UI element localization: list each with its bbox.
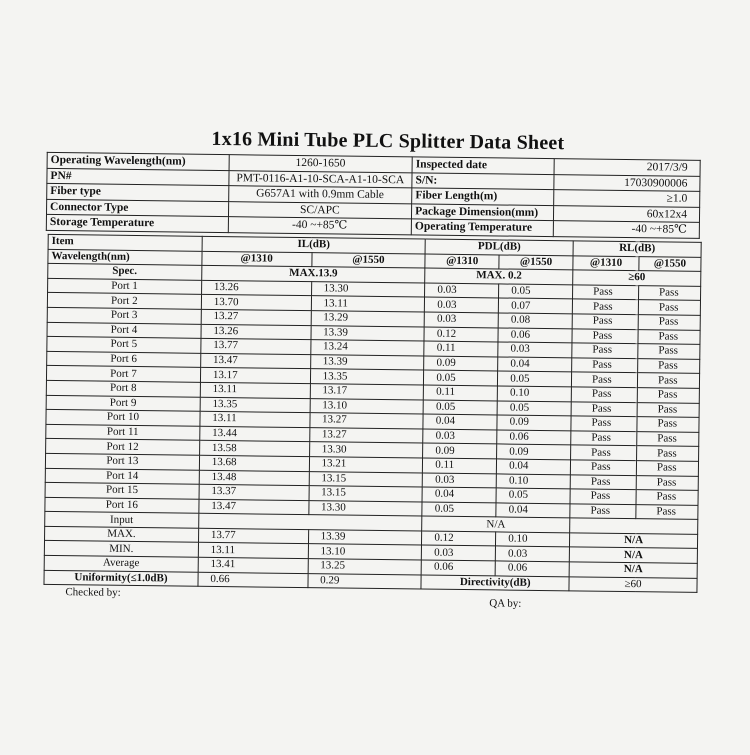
average-row-il-1550: 13.25 xyxy=(308,559,422,575)
port-name: Port 2 xyxy=(47,293,201,309)
rl-1310-value: Pass xyxy=(571,401,637,416)
operating-temperature-label: Operating Temperature xyxy=(411,219,553,236)
rl-1310-value: Pass xyxy=(571,445,637,460)
directivity-value: ≥60 xyxy=(569,576,697,592)
max-row-rl: N/A xyxy=(570,533,698,549)
inspected-date-value: 2017/3/9 xyxy=(554,159,701,176)
port-name: Port 4 xyxy=(47,322,201,338)
il-1550-header: @1550 xyxy=(311,252,425,268)
pdl-1550-value: 0.05 xyxy=(499,284,573,299)
min-row-pdl-1550: 0.03 xyxy=(496,546,570,561)
rl-1550-value: Pass xyxy=(638,285,700,300)
spec-label: Spec. xyxy=(48,264,202,280)
pdl-1550-value: 0.05 xyxy=(498,371,572,386)
operating-wavelength-value: 1260-1650 xyxy=(229,155,413,173)
pdl-header: PDL(dB) xyxy=(425,239,573,255)
pdl-1310-value: 0.03 xyxy=(423,429,497,444)
il-1550-value: 13.21 xyxy=(309,457,423,473)
il-1310-value: 13.68 xyxy=(199,455,309,471)
pdl-1550-value: 0.04 xyxy=(498,357,572,372)
pdl-1550-value: 0.06 xyxy=(497,430,571,445)
rl-1550-value: Pass xyxy=(637,402,699,417)
il-1310-value: 13.58 xyxy=(199,441,309,457)
test-results-table xyxy=(43,234,701,593)
port-name: Port 1 xyxy=(48,278,202,294)
il-1310-value: 13.48 xyxy=(199,470,309,486)
rl-spec: ≥60 xyxy=(573,270,701,286)
il-1310-header: @1310 xyxy=(202,251,312,267)
rl-header: RL(dB) xyxy=(573,241,701,257)
il-1550-value: 13.39 xyxy=(311,325,425,341)
average-row-rl: N/A xyxy=(569,562,697,578)
port-name: Port 13 xyxy=(45,453,199,469)
port-name: Port 8 xyxy=(46,380,200,396)
inspected-date-label: Inspected date xyxy=(412,157,554,174)
item-header: Item xyxy=(48,234,202,250)
rl-1310-header: @1310 xyxy=(573,255,639,270)
pdl-1550-value: 0.05 xyxy=(496,488,570,503)
il-1310-value: 13.35 xyxy=(200,397,310,413)
rl-1550-value: Pass xyxy=(638,358,700,373)
rl-input-empty xyxy=(570,518,698,534)
il-1310-value: 13.11 xyxy=(200,382,310,398)
pdl-1310-header: @1310 xyxy=(425,254,499,269)
port-name: Port 7 xyxy=(46,366,200,382)
port-name: Port 14 xyxy=(45,468,199,484)
pdl-1310-value: 0.03 xyxy=(423,473,497,488)
package-dimension-value: 60x12x4 xyxy=(553,205,700,222)
min-row-il-1550: 13.10 xyxy=(308,544,422,560)
max-row-label: MAX. xyxy=(45,526,199,542)
average-row-pdl-1310: 0.06 xyxy=(421,560,495,575)
directivity-label: Directivity(dB) xyxy=(421,575,569,591)
min-row-il-1310: 13.11 xyxy=(198,543,308,559)
il-1550-value: 13.11 xyxy=(311,296,425,312)
il-1310-value: 13.11 xyxy=(200,411,310,427)
average-row-il-1310: 13.41 xyxy=(198,557,308,573)
uniformity-label: Uniformity(≤1.0dB) xyxy=(44,570,198,586)
il-1550-value: 13.39 xyxy=(310,354,424,370)
rl-1310-value: Pass xyxy=(572,343,638,358)
checked-by-label: Checked by: xyxy=(65,586,121,599)
rl-1550-value: Pass xyxy=(636,490,698,505)
il-1550-value: 13.15 xyxy=(309,471,423,487)
pdl-1310-value: 0.11 xyxy=(424,385,498,400)
rl-1550-value: Pass xyxy=(637,431,699,446)
fiber-type-label: Fiber type xyxy=(47,183,229,201)
product-info-table xyxy=(46,152,701,238)
rl-1310-value: Pass xyxy=(570,489,636,504)
port-name: Port 6 xyxy=(47,351,201,367)
il-1550-value: 13.30 xyxy=(309,442,423,458)
rl-1310-value: Pass xyxy=(572,299,638,314)
il-1310-value: 13.70 xyxy=(201,295,311,311)
il-1550-value: 13.27 xyxy=(309,413,423,429)
pdl-1310-value: 0.09 xyxy=(424,356,498,371)
port-name: Port 15 xyxy=(45,483,199,499)
il-1550-value: 13.24 xyxy=(310,340,424,356)
pdl-1310-value: 0.03 xyxy=(424,312,498,327)
rl-1550-value: Pass xyxy=(636,461,698,476)
rl-1310-value: Pass xyxy=(572,358,638,373)
pdl-1310-value: 0.11 xyxy=(424,341,498,356)
pdl-1310-value: 0.04 xyxy=(422,487,496,502)
port-name: Port 10 xyxy=(46,410,200,426)
rl-1310-value: Pass xyxy=(572,314,638,329)
il-1550-value: 13.17 xyxy=(310,384,424,400)
document-title: 1x16 Mini Tube PLC Splitter Data Sheet xyxy=(211,127,565,155)
il-1550-value: 13.35 xyxy=(310,369,424,385)
max-row-pdl-1550: 0.10 xyxy=(496,532,570,547)
rl-1550-value: Pass xyxy=(638,300,700,315)
il-1310-value: 13.47 xyxy=(200,353,310,369)
average-row-pdl-1550: 0.06 xyxy=(495,561,569,576)
rl-1310-value: Pass xyxy=(570,474,636,489)
storage-temperature-label: Storage Temperature xyxy=(46,214,228,232)
max-row-pdl-1310: 0.12 xyxy=(422,531,496,546)
fiber-length-value: ≥1.0 xyxy=(553,190,700,207)
max-row-il-1310: 13.77 xyxy=(198,528,308,544)
rl-1310-value: Pass xyxy=(571,431,637,446)
wavelength-header: Wavelength(nm) xyxy=(48,249,202,265)
pn-value: PMT-0116-A1-10-SCA-A1-10-SCA xyxy=(228,170,412,188)
il-1550-value: 13.29 xyxy=(311,311,425,327)
pdl-1310-value: 0.12 xyxy=(424,327,498,342)
rl-1550-value: Pass xyxy=(638,315,700,330)
port-name: Port 12 xyxy=(46,439,200,455)
il-spec: MAX.13.9 xyxy=(202,266,426,283)
rl-1310-value: Pass xyxy=(570,460,636,475)
sn-value: 17030900006 xyxy=(553,174,700,191)
pdl-1310-value: 0.05 xyxy=(424,370,498,385)
package-dimension-label: Package Dimension(mm) xyxy=(412,203,554,220)
il-1550-value: 13.27 xyxy=(309,427,423,443)
il-1550-value: 13.15 xyxy=(309,486,423,502)
rl-1550-value: Pass xyxy=(638,329,700,344)
pdl-1310-value: 0.03 xyxy=(425,283,499,298)
connector-type-label: Connector Type xyxy=(46,199,228,217)
il-1310-value: 13.26 xyxy=(201,324,311,340)
rl-1550-value: Pass xyxy=(637,446,699,461)
test-results-body xyxy=(44,234,701,592)
pdl-1310-value: 0.05 xyxy=(422,502,496,517)
rl-1310-value: Pass xyxy=(572,372,638,387)
uniformity-1310: 0.66 xyxy=(198,572,308,588)
port-name: Port 5 xyxy=(47,337,201,353)
input-label: Input xyxy=(45,512,199,528)
port-name: Port 11 xyxy=(46,424,200,440)
sn-label: S/N: xyxy=(412,172,554,189)
rl-1550-value: Pass xyxy=(636,504,698,519)
operating-wavelength-label: Operating Wavelength(nm) xyxy=(47,152,229,170)
rl-1310-value: Pass xyxy=(573,285,639,300)
min-row-pdl-1310: 0.03 xyxy=(422,545,496,560)
il-1310-value: 13.26 xyxy=(201,280,311,296)
pdl-1310-value: 0.04 xyxy=(423,414,497,429)
rl-1550-value: Pass xyxy=(637,373,699,388)
rl-1550-value: Pass xyxy=(637,388,699,403)
operating-temperature-value: -40 ~+85℃ xyxy=(553,221,700,238)
rl-1550-header: @1550 xyxy=(639,256,701,271)
rl-1310-value: Pass xyxy=(571,387,637,402)
pdl-1310-value: 0.09 xyxy=(423,443,497,458)
qa-by-label: QA by: xyxy=(489,597,522,610)
pdl-1550-value: 0.07 xyxy=(499,298,573,313)
pdl-1310-value: 0.11 xyxy=(423,458,497,473)
il-1310-value: 13.27 xyxy=(201,309,311,325)
fiber-length-label: Fiber Length(m) xyxy=(412,188,554,205)
min-row-rl: N/A xyxy=(569,547,697,563)
uniformity-1550: 0.29 xyxy=(308,573,422,589)
il-1550-value: 13.10 xyxy=(310,398,424,414)
rl-1550-value: Pass xyxy=(637,417,699,432)
pdl-1550-header: @1550 xyxy=(499,255,573,270)
rl-1550-value: Pass xyxy=(638,344,700,359)
pdl-1550-value: 0.09 xyxy=(497,444,571,459)
port-name: Port 16 xyxy=(45,497,199,513)
rl-1550-value: Pass xyxy=(636,475,698,490)
input-value: N/A xyxy=(422,516,570,532)
il-1550-value: 13.30 xyxy=(311,281,425,297)
port-name: Port 9 xyxy=(46,395,200,411)
il-1550-value: 13.30 xyxy=(308,500,422,516)
pdl-1550-value: 0.08 xyxy=(498,313,572,328)
pdl-1550-value: 0.04 xyxy=(497,459,571,474)
pdl-1550-value: 0.06 xyxy=(498,328,572,343)
pn-label: PN# xyxy=(47,168,229,186)
pdl-spec: MAX. 0.2 xyxy=(425,268,573,284)
il-1310-value: 13.44 xyxy=(200,426,310,442)
pdl-1550-value: 0.05 xyxy=(497,400,571,415)
min-row-label: MIN. xyxy=(44,541,198,557)
rl-1310-value: Pass xyxy=(570,504,636,519)
max-row-il-1550: 13.39 xyxy=(308,530,422,546)
rl-1310-value: Pass xyxy=(572,328,638,343)
il-1310-value: 13.17 xyxy=(200,368,310,384)
pdl-1550-value: 0.09 xyxy=(497,415,571,430)
il-1310-value: 13.77 xyxy=(201,338,311,354)
il-1310-value: 13.47 xyxy=(199,499,309,515)
connector-type-value: SC/APC xyxy=(228,201,412,219)
il-header: IL(dB) xyxy=(202,236,426,253)
fiber-type-value: G657A1 with 0.9mm Cable xyxy=(228,186,412,204)
pdl-1550-value: 0.04 xyxy=(496,503,570,518)
average-row-label: Average xyxy=(44,555,198,571)
pdl-1550-value: 0.10 xyxy=(497,386,571,401)
pdl-1550-value: 0.10 xyxy=(496,473,570,488)
pdl-1550-value: 0.03 xyxy=(498,342,572,357)
storage-temperature-value: -40 ~+85℃ xyxy=(228,217,412,235)
il-1310-value: 13.37 xyxy=(199,484,309,500)
pdl-1310-value: 0.05 xyxy=(423,400,497,415)
rl-1310-value: Pass xyxy=(571,416,637,431)
port-name: Port 3 xyxy=(47,307,201,323)
pdl-1310-value: 0.03 xyxy=(425,297,499,312)
